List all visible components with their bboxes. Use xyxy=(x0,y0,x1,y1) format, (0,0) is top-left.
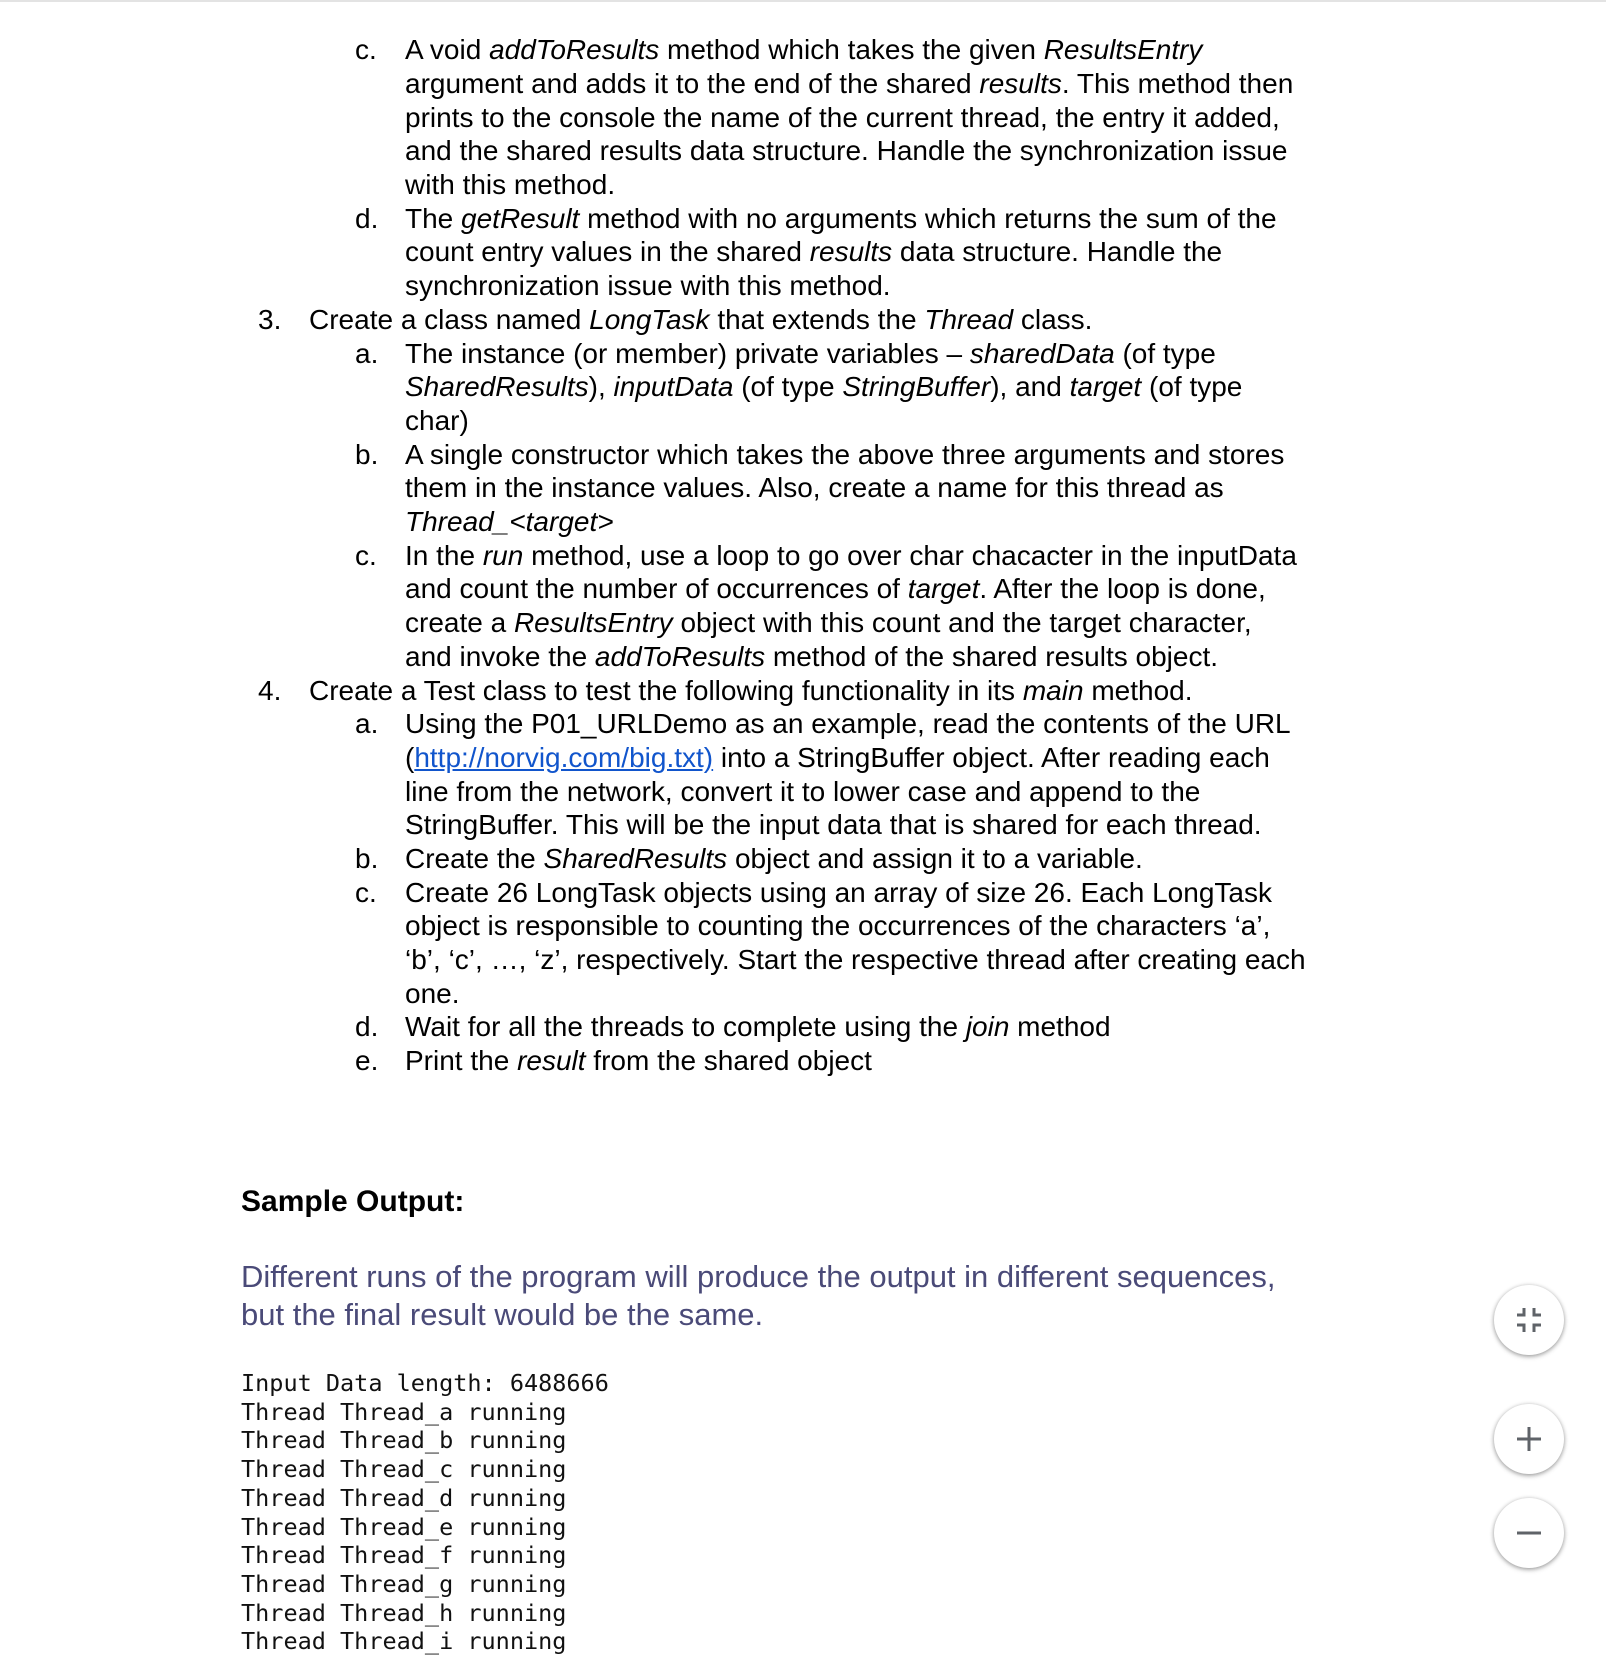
list-marker: c. xyxy=(355,540,377,571)
console-line: Thread Thread_b running xyxy=(241,1426,567,1455)
text-line: The instance (or member) private variables – sharedData (of type xyxy=(405,338,1216,369)
console-output xyxy=(241,1369,609,1656)
list-marker: 3. xyxy=(258,304,282,335)
console-line: Thread Thread_f running xyxy=(241,1541,567,1570)
text-line: argument and adds it to the end of the shared results. This method then xyxy=(405,68,1294,99)
text-line: Create a class named LongTask that extends the Thread class. xyxy=(309,304,1093,335)
note-line: but the final result would be the same. xyxy=(241,1297,764,1332)
text-line: Create a Test class to test the following functionality in its main method. xyxy=(309,675,1193,706)
text-line: and the shared results data structure. Handle the synchronization issue xyxy=(405,135,1288,166)
text-line: A void addToResults method which takes the given ResultsEntry xyxy=(405,34,1203,65)
text-line: and invoke the addToResults method of the shared results object. xyxy=(405,641,1219,672)
text-line: Using the P01_URLDemo as an example, read the contents of the URL xyxy=(405,708,1291,739)
text-line: them in the instance values. Also, create a name for this thread as xyxy=(405,472,1224,503)
text-line: Thread_<target> xyxy=(405,506,614,537)
text-line: StringBuffer. This will be the input data that is shared for each thread. xyxy=(405,809,1262,840)
url-link[interactable]: http://norvig.com/big.txt) xyxy=(414,742,714,773)
text-line: and count the number of occurrences of target. After the loop is done, xyxy=(405,573,1266,604)
text-line: Create the SharedResults object and assign it to a variable. xyxy=(405,843,1143,874)
text-line: ‘b’, ‘c’, …, ‘z’, respectively. Start the respective thread after creating each xyxy=(405,944,1306,975)
text-line: The getResult method with no arguments which returns the sum of the xyxy=(405,203,1277,234)
list-marker: b. xyxy=(355,843,379,874)
text-line: line from the network, convert it to lower case and append to the xyxy=(405,776,1201,807)
text-line: with this method. xyxy=(405,169,616,200)
text-line: A single constructor which takes the above three arguments and stores xyxy=(405,439,1285,470)
list-marker: d. xyxy=(355,203,379,234)
text-line: In the run method, use a loop to go over char chacacter in the inputData xyxy=(405,540,1297,571)
list-marker: b. xyxy=(355,439,379,470)
collapse-icon xyxy=(1514,1305,1544,1335)
text-line: char) xyxy=(405,405,469,436)
text-line: prints to the console the name of the current thread, the entry it added, xyxy=(405,102,1280,133)
zoom-in-button[interactable] xyxy=(1494,1404,1564,1474)
text-line: Create 26 LongTask objects using an array of size 26. Each LongTask xyxy=(405,877,1272,908)
list-marker: c. xyxy=(355,34,377,65)
console-line: Thread Thread_i running xyxy=(241,1627,567,1656)
text-line: (http://norvig.com/big.txt) into a StringBuffer object. After reading each xyxy=(405,742,1270,773)
text-line: SharedResults), inputData (of type StringBuffer), and target (of type xyxy=(405,371,1243,402)
list-marker: d. xyxy=(355,1011,379,1042)
note-line: Different runs of the program will produce the output in different sequences, xyxy=(241,1259,1276,1294)
list-marker: a. xyxy=(355,708,379,739)
list-marker: e. xyxy=(355,1045,379,1076)
text-line: create a ResultsEntry object with this count and the target character, xyxy=(405,607,1252,638)
console-line: Thread Thread_c running xyxy=(241,1455,567,1484)
list-marker: c. xyxy=(355,877,377,908)
console-line: Thread Thread_d running xyxy=(241,1483,567,1512)
console-line: Thread Thread_e running xyxy=(241,1512,567,1541)
minus-icon xyxy=(1514,1518,1544,1548)
console-line: Input Data length: 6488666 xyxy=(241,1369,609,1397)
text-line: Wait for all the threads to complete using the join method xyxy=(405,1011,1111,1042)
console-line: Thread Thread_g running xyxy=(241,1569,567,1598)
list-marker: a. xyxy=(355,338,379,369)
console-line: Thread Thread_a running xyxy=(241,1397,567,1426)
text-line: object is responsible to counting the occurrences of the characters ‘a’, xyxy=(405,910,1271,941)
zoom-out-button[interactable] xyxy=(1494,1498,1564,1568)
text-line: Print the result from the shared object xyxy=(405,1045,872,1076)
text-line: one. xyxy=(405,978,460,1009)
console-line: Thread Thread_h running xyxy=(241,1598,567,1627)
fit-to-width-button[interactable] xyxy=(1494,1285,1564,1355)
text-line: synchronization issue with this method. xyxy=(405,270,891,301)
plus-icon xyxy=(1514,1424,1544,1454)
list-marker: 4. xyxy=(258,675,282,706)
sample-output-heading: Sample Output: xyxy=(241,1185,465,1218)
text-line: count entry values in the shared results data structure. Handle the xyxy=(405,236,1223,267)
